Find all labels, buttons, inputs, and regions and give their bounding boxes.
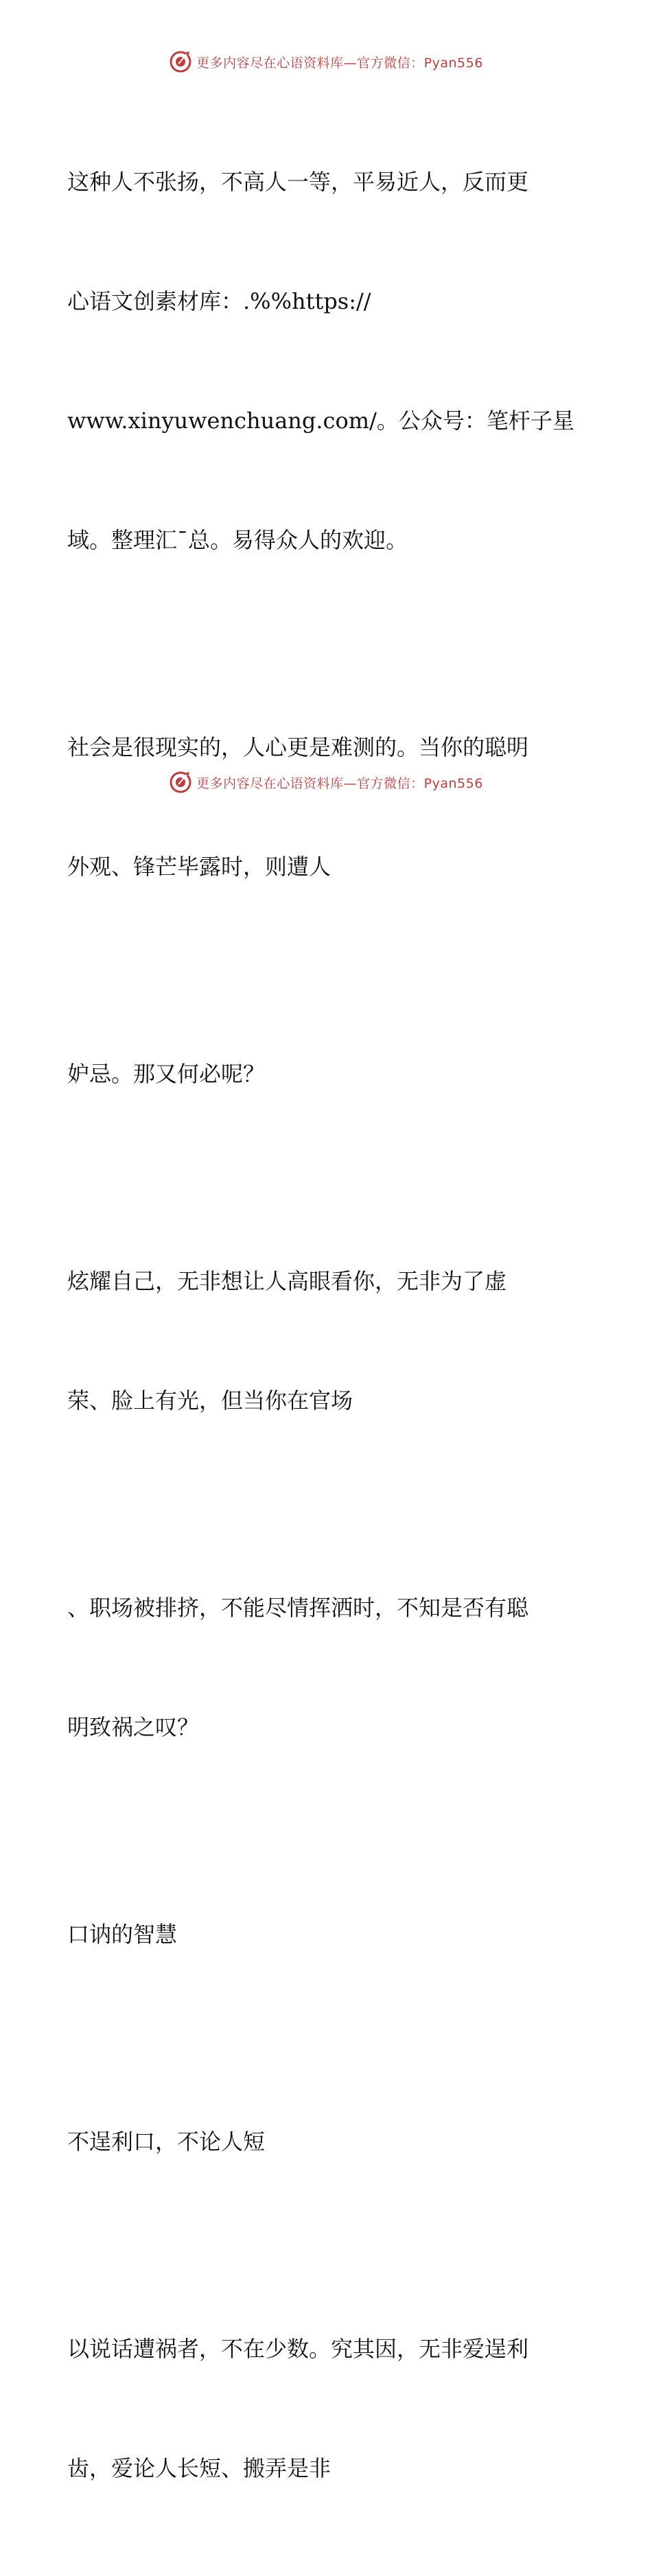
paragraph <box>67 1508 589 1827</box>
text-line: 外观、锋芒毕露时，则遭人 <box>67 854 331 880</box>
text-line: 社会是很现实的，人心更是难测的。当你的聪明 <box>67 734 529 760</box>
banner-text: 更多内容尽在心语资料库—官方微信：Pyan556 <box>196 55 483 71</box>
paragraph <box>67 82 589 640</box>
text-line: 齿，爱论人长短、搬弄是非 <box>67 2455 331 2481</box>
text-line: www.xinyuwenchuang.com/。公众号：笔杆子星 <box>67 408 574 434</box>
paragraph <box>67 648 589 966</box>
text-line: 明致祸之叹？ <box>67 1714 200 1740</box>
text-line: 这种人不张扬，不高人一等，平易近人，反而更 <box>67 169 529 195</box>
text-line: 炫耀自己，无非想让人高眼看你，无非为了虚 <box>67 1268 507 1294</box>
text-line: 不逞利口，不论人短 <box>67 2129 266 2155</box>
footer-banner <box>0 769 652 796</box>
text-line: 以说话遭祸者，不在少数。究其因，无非爱逞利 <box>67 2336 529 2362</box>
text-line: 域。整理汇¯总。易得众人的欢迎。 <box>67 527 408 553</box>
paragraph <box>67 2249 589 2568</box>
subheading <box>67 2042 589 2241</box>
banner-text: 更多内容尽在心语资料库—官方微信：Pyan556 <box>196 775 483 791</box>
paragraph <box>67 974 589 1173</box>
pen-logo-icon <box>169 771 192 794</box>
text-line: 妒忌。那又何必呢？ <box>67 1061 266 1087</box>
document-body <box>67 82 589 2576</box>
section-heading <box>67 1835 589 2034</box>
text-line: 、职场被排挤，不能尽情挥洒时，不知是否有聪 <box>67 1595 529 1621</box>
paragraph <box>67 1182 589 1500</box>
text-line: 荣、脸上有光，但当你在官场 <box>67 1387 353 1414</box>
text-line: 口讷的智慧 <box>67 1921 178 1947</box>
pen-logo-icon <box>169 50 192 73</box>
text-line: 心语文创素材库：.%%https:// <box>67 288 371 314</box>
header-banner <box>0 48 652 75</box>
